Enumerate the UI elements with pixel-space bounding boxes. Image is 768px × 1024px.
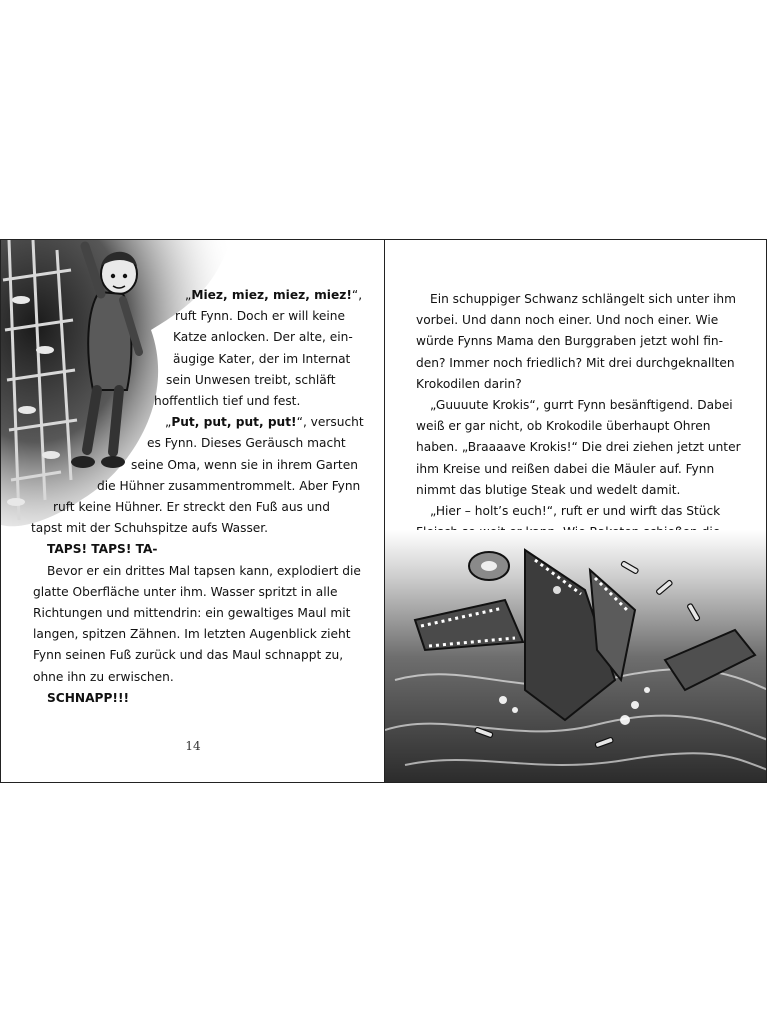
text-line: ihm Kreise und reißen dabei die Mäuler auf. Fynn (416, 461, 715, 476)
text-line: SCHNAPP!!! (47, 690, 130, 705)
text-line: „Guuuute Krokis“, gurrt Fynn besänftigend. Dabei (430, 398, 733, 413)
text-line: „Miez, miez, miez, miez!“, (185, 288, 363, 302)
text-line: sein Unwesen treibt, schläft (166, 372, 336, 387)
text-line: ruft Fynn. Doch er will keine (175, 309, 346, 324)
text-line: Ein schuppiger Schwanz schlängelt sich unter ihm (430, 292, 737, 306)
text-line: „Hier – holt’s euch!“, ruft er und wirft das Stück (430, 504, 721, 519)
text-line: es Fynn. Dieses Geräusch macht (147, 436, 346, 451)
crocodiles-illustration (385, 530, 767, 782)
left-page (1, 240, 385, 782)
text-line: vorbei. Und dann noch einer. Und noch einer. Wie (416, 313, 719, 328)
text-line: den? Immer noch friedlich? Mit drei durchgeknallten (416, 355, 735, 370)
text-line: weiß er gar nicht, ob Krokodile überhaupt Ohren (416, 419, 711, 434)
page-number: 14 (185, 739, 201, 753)
text-line: äugige Kater, der im Internat (173, 351, 351, 366)
text-line: Fynn seinen Fuß zurück und das Maul schnappt zu, (33, 648, 344, 663)
text-line: ohne ihn zu erwischen. (33, 669, 174, 684)
text-line: ruft keine Hühner. Er streckt den Fuß aus und (53, 500, 330, 515)
text-line: TAPS! TAPS! TA- (47, 542, 158, 557)
text-line: seine Oma, wenn sie in ihrem Garten (131, 457, 358, 472)
book-spread (0, 239, 767, 783)
text-line: Bevor er ein drittes Mal tapsen kann, explodiert die (47, 563, 361, 578)
text-line: nimmt das blutige Steak und wedelt damit. (416, 482, 681, 497)
text-line: Katze anlocken. Der alte, ein- (173, 330, 353, 345)
text-line: glatte Oberfläche unter ihm. Wasser spritzt in alle (33, 584, 338, 599)
right-page (385, 240, 767, 782)
steak (469, 552, 509, 580)
right-page-text (416, 289, 746, 543)
text-line: langen, spitzen Zähnen. Im letzten Augenblick zieht (33, 627, 351, 642)
text-line: die Hühner zusammentrommelt. Aber Fynn (97, 478, 361, 493)
text-line: würde Fynns Mama den Burggraben jetzt wohl fin- (416, 334, 723, 349)
text-line: Richtungen und mittendrin: ein gewaltiges Maul mit (33, 606, 351, 621)
text-line: Krokodilen darin? (416, 376, 522, 391)
left-page-text (1, 285, 385, 709)
text-line: tapst mit der Schuhspitze aufs Wasser. (31, 521, 269, 536)
text-line: haben. „Braaaave Krokis!“ Die drei ziehen jetzt unter (416, 440, 741, 455)
text-line: hoffentlich tief und fest. (154, 394, 301, 409)
text-line: „Put, put, put, put!“, versucht (165, 415, 364, 430)
